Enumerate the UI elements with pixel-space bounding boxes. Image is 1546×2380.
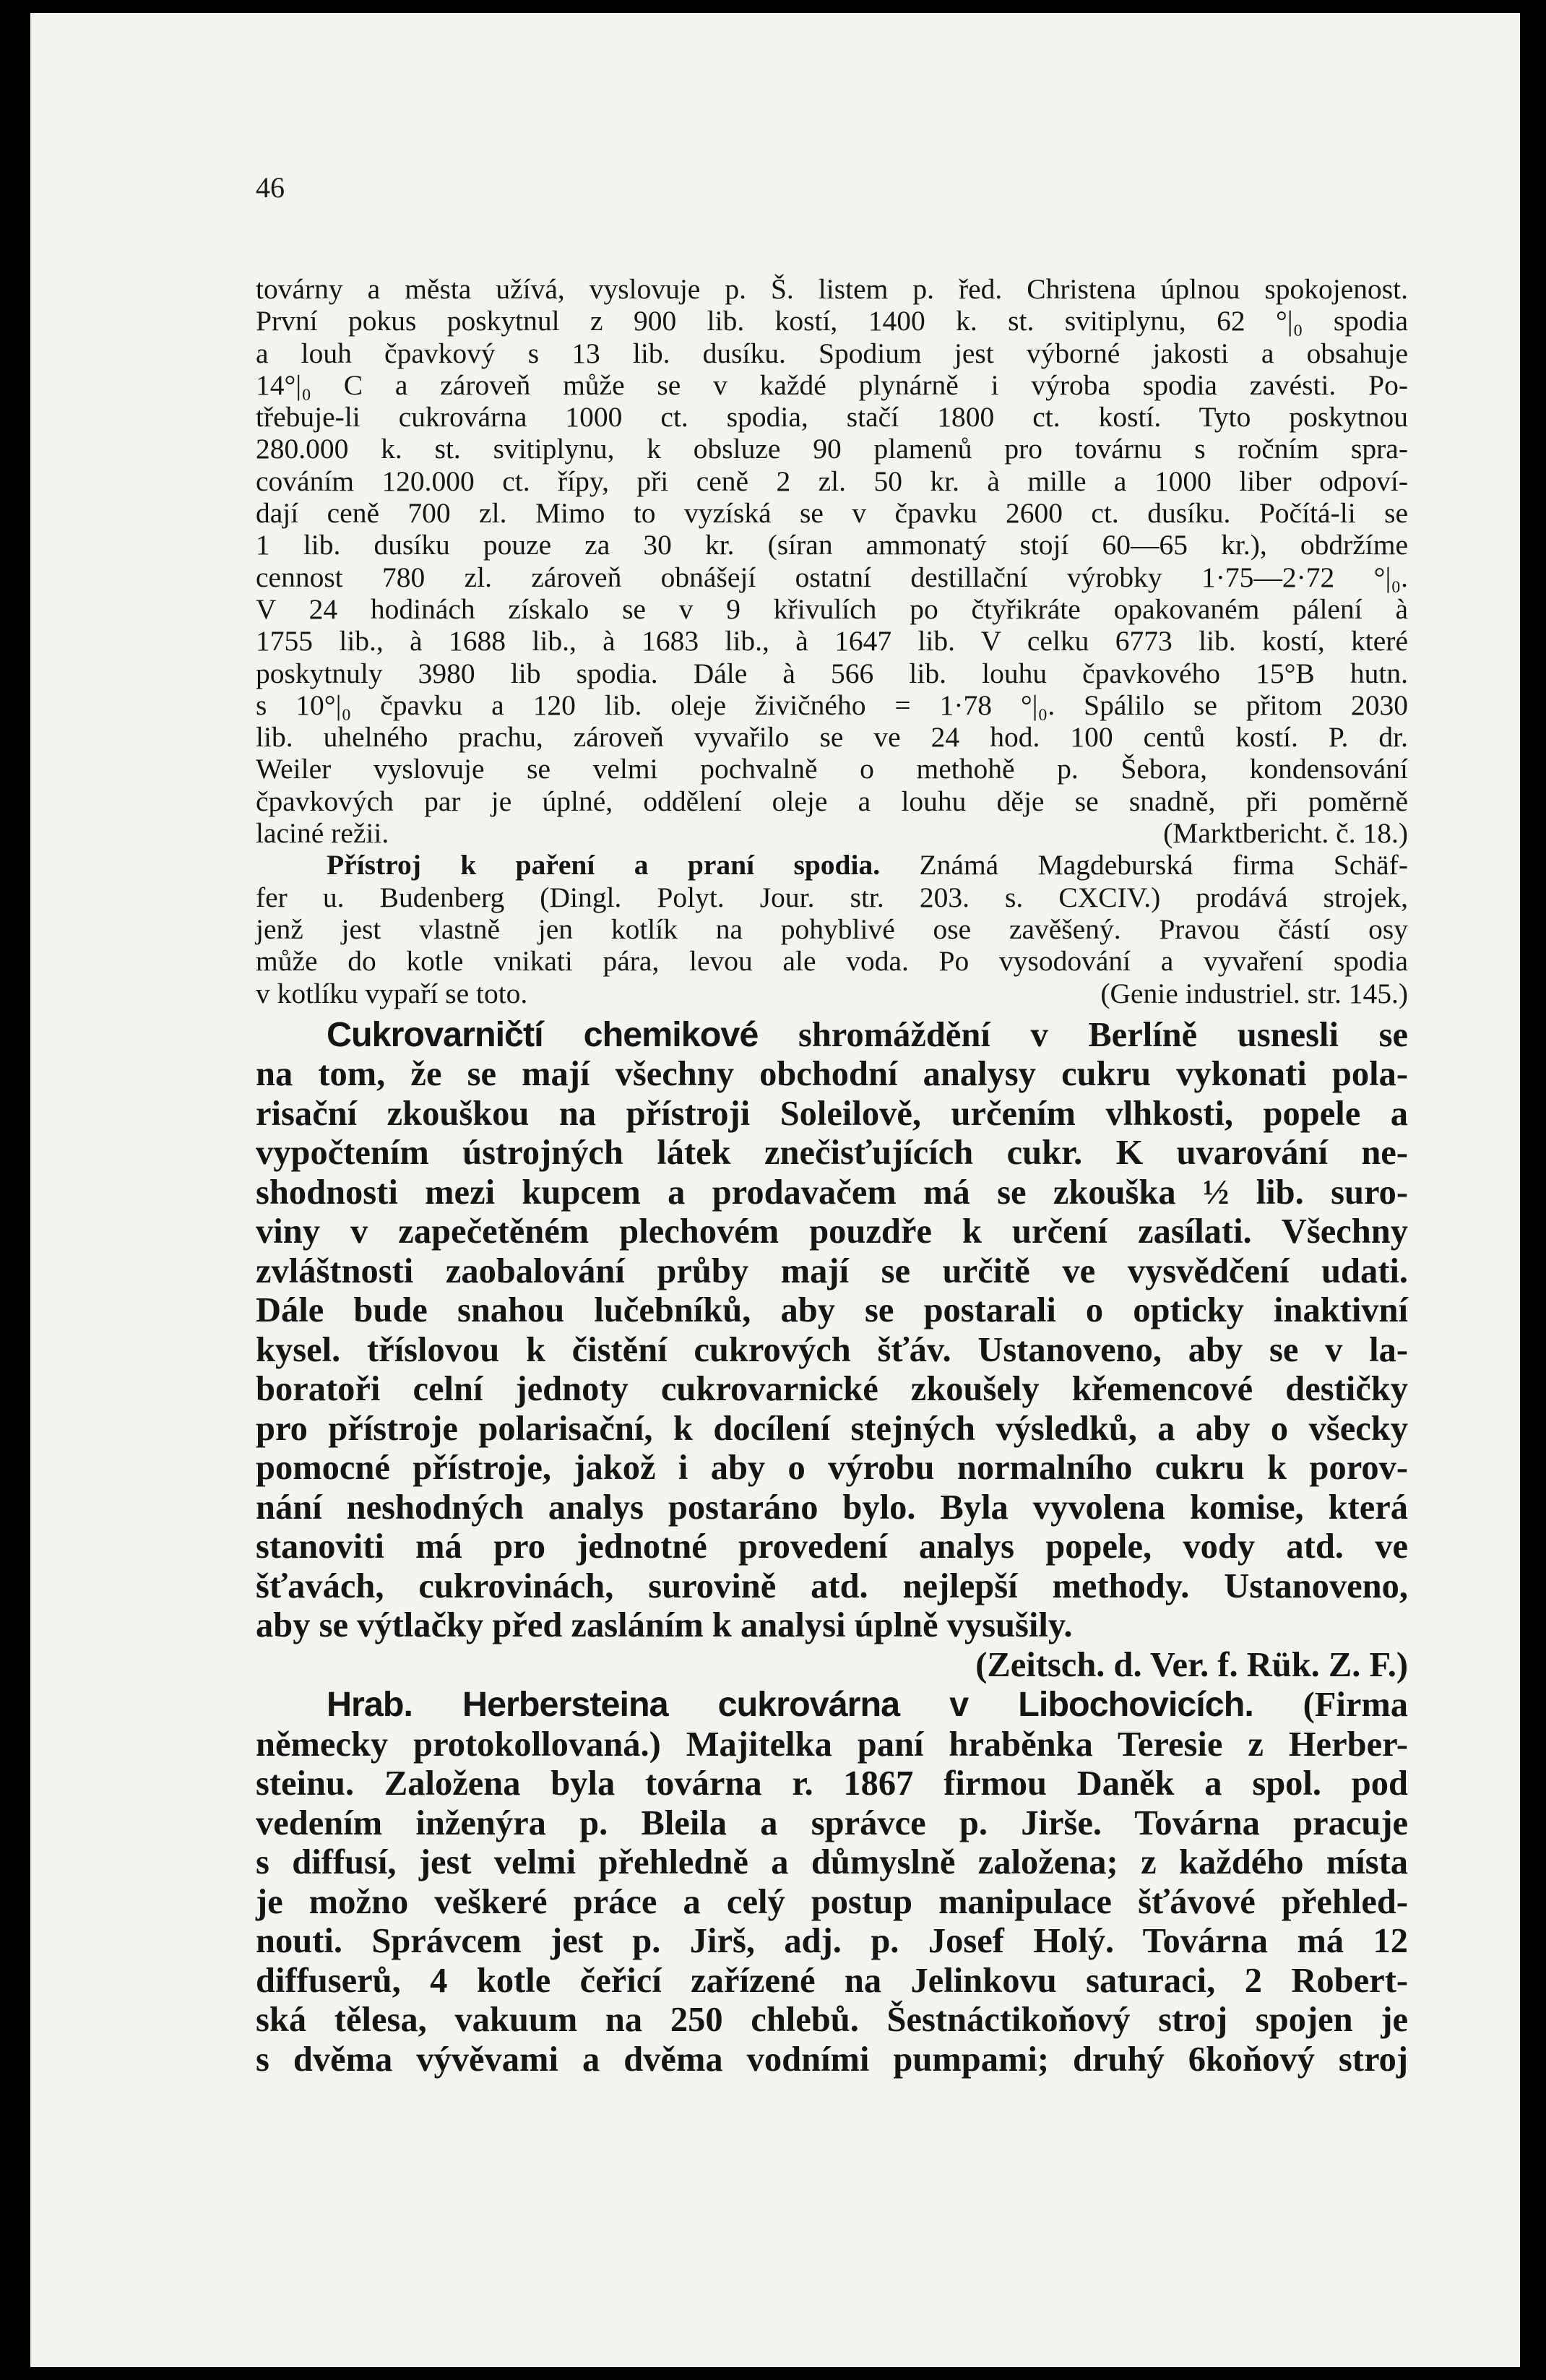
source-citation: (Marktbericht. č. 18.) xyxy=(1163,817,1408,850)
text-line: zvláštnosti zaobalování průby mají se určitě ve vysvědčení udati. xyxy=(256,1251,1408,1290)
text-line: risační zkouškou na přístroji Soleilově, určením vlhkosti, popele a xyxy=(256,1094,1408,1133)
text-line: na tom, že se mají všechny obchodní analysy cukru vykonati pola- xyxy=(256,1055,1408,1094)
text-line: V 24 hodinách získalo se v 9 křivulích po čtyřikráte opakovaném pálení à xyxy=(256,592,1408,625)
section-heading: Hrab. Herbersteina cukrovárna v Libochovicích. xyxy=(327,1685,1253,1725)
text-line: fer u. Budenberg (Dingl. Polyt. Jour. str. 203. s. CXCIV.) prodává strojek, xyxy=(256,881,1408,913)
text-line: pomocné přístroje, jakož i aby o výrobu normalního cukru k porov- xyxy=(256,1449,1408,1488)
text-line: Weiler vyslovuje se velmi pochvalně o methohě p. Šebora, kondensování xyxy=(256,753,1408,785)
text-line: německy protokollovaná.) Majitelka paní hraběnka Teresie z Herber- xyxy=(256,1725,1408,1764)
text-line: může do kotle vnikati pára, levou ale voda. Po vysodování a vyvaření spodia xyxy=(256,945,1408,978)
text-line: jenž jest vlastně jen kotlík na pohyblivé ose zavěšený. Pravou částí osy xyxy=(256,913,1408,945)
section-heading: Cukrovarničtí chemikové xyxy=(327,1014,759,1054)
text-line: nouti. Správcem jest p. Jirš, adj. p. Josef Holý. Továrna má 12 xyxy=(256,1922,1408,1961)
text-line: šťavách, cukrovinách, surovině atd. nejlepší methody. Ustanoveno, xyxy=(256,1566,1408,1605)
section-herberstein-sugar-factory xyxy=(256,1685,1408,2079)
text-line: Dále bude snahou lučebníků, aby se postarali o opticky inaktivní xyxy=(256,1291,1408,1330)
book-page xyxy=(30,13,1520,2367)
text-line: 280.000 k. st. svitiplynu, k obsluze 90 plamenů pro továrnu s ročním spra- xyxy=(256,433,1408,465)
source-citation: (Genie industriel. str. 145.) xyxy=(1100,977,1408,1009)
text-line: kysel. tříslovou k čistění cukrových šťáv. Ustanoveno, aby se v la- xyxy=(256,1330,1408,1369)
text-line: 1 lib. dusíku pouze za 30 kr. (síran ammonatý stojí 60—65 kr.), obdržíme xyxy=(256,529,1408,561)
text-line: a louh čpavkový s 13 lib. dusíku. Spodium jest výborné jakosti a obsahuje xyxy=(256,337,1408,369)
text-line: s 10°|₀ čpavku a 120 lib. oleje živičného = 1·78 °|₀. Spálilo se přitom 2030 xyxy=(256,689,1408,721)
source-citation: (Zeitsch. d. Ver. f. Rük. Z. F.) xyxy=(975,1645,1408,1684)
text-line: čpavkových par je úplné, oddělení oleje a louhu děje se snadně, při poměrně xyxy=(256,785,1408,817)
text-line: je možno veškeré práce a celý postup manipulace šťávové přehled- xyxy=(256,1882,1408,1921)
section-first-line xyxy=(256,1015,1408,1056)
section-bone-charcoal-report xyxy=(256,273,1408,849)
text-line-end: laciné režii. xyxy=(256,817,389,850)
text-line: diffuserů, 4 kotle čeřicí zařízené na Jelinkovu saturaci, 2 Robert- xyxy=(256,1961,1408,2000)
text-line: vypočtením ústrojných látek znečisťujících cukr. K uvarování ne- xyxy=(256,1134,1408,1173)
text-line: s dvěma vývěvami a dvěma vodními pumpami; druhý 6koňový stroj xyxy=(256,2040,1408,2079)
text-line: 1755 lib., à 1688 lib., à 1683 lib., à 1647 lib. V celku 6773 lib. kostí, které xyxy=(256,625,1408,657)
text-run: shromáždění v Berlíně usnesli se xyxy=(758,1015,1408,1054)
text-line: ská tělesa, vakuum na 250 chlebů. Šestnáctikoňový stroj spojen je xyxy=(256,2001,1408,2040)
text-line: továrny a města užívá, vyslovuje p. Š. listem p. řed. Christena úplnou spokojenost. xyxy=(256,273,1408,305)
text-run: Známá Magdeburská firma Schäf- xyxy=(880,849,1408,881)
text-line-end: v kotlíku vypaří se toto. xyxy=(256,977,528,1009)
section-first-line xyxy=(256,849,1408,881)
text-line: dají ceně 700 zl. Mimo to vyzíská se v čpavku 2600 ct. dusíku. Počítá-li se xyxy=(256,497,1408,530)
page-number: 46 xyxy=(256,171,285,204)
section-heading: Přístroj k paření a praní spodia. xyxy=(327,849,881,881)
text-line-with-source xyxy=(256,817,1408,849)
text-line: pro přístroje polarisační, k docílení stejných výsledků, a aby o všecky xyxy=(256,1409,1408,1448)
section-sugar-chemists xyxy=(256,1015,1408,1686)
text-line: třebuje-li cukrovárna 1000 ct. spodia, stačí 1800 ct. kostí. Tyto poskytnou xyxy=(256,401,1408,434)
text-column xyxy=(256,273,1408,2079)
text-line: shodnosti mezi kupcem a prodavačem má se zkouška ½ lib. suro- xyxy=(256,1173,1408,1212)
text-line-with-source xyxy=(256,978,1408,1009)
text-line: 14°|₀ C a zároveň může se v každé plynárně i výroba spodia zavésti. Po- xyxy=(256,368,1408,401)
text-line: s diffusí, jest velmi přehledně a důmyslně založena; z každého místa xyxy=(256,1843,1408,1882)
text-line: cennost 780 zl. zároveň obnášejí ostatní destillační výrobky 1·75—2·72 °|₀. xyxy=(256,561,1408,593)
text-line: nání neshodných analys postaráno bylo. Byla vyvolena komise, která xyxy=(256,1488,1408,1527)
text-line: viny v zapečetěném plechovém pouzdře k určení zasílati. Všechny xyxy=(256,1212,1408,1251)
text-line: cováním 120.000 ct. řípy, při ceně 2 zl. 50 kr. à mille a 1000 liber odpoví- xyxy=(256,465,1408,497)
text-line: steinu. Založena byla továrna r. 1867 firmou Daněk a spol. pod xyxy=(256,1764,1408,1803)
text-line: vedením inženýra p. Bleila a správce p. Jirše. Továrna pracuje xyxy=(256,1803,1408,1842)
text-line: poskytnuly 3980 lib spodia. Dále à 566 lib. louhu čpavkového 15°B hutn. xyxy=(256,657,1408,689)
text-line: stanoviti má pro jednotné provedení analys popele, vody atd. ve xyxy=(256,1527,1408,1566)
section-steaming-apparatus xyxy=(256,849,1408,1009)
text-run: (Firma xyxy=(1253,1686,1409,1725)
text-line: lib. uhelného prachu, zároveň vyvařilo se ve 24 hod. 100 centů kostí. P. dr. xyxy=(256,721,1408,754)
text-line: První pokus poskytnul z 900 lib. kostí, 1400 k. st. svitiplynu, 62 °|₀ spodia xyxy=(256,305,1408,337)
text-line: aby se výtlačky před zasláním k analysi úplně vysušily. xyxy=(256,1606,1073,1645)
section-first-line xyxy=(256,1685,1408,1725)
text-line: boratoři celní jednoty cukrovarnické zkoušely křemencové destičky xyxy=(256,1370,1408,1409)
